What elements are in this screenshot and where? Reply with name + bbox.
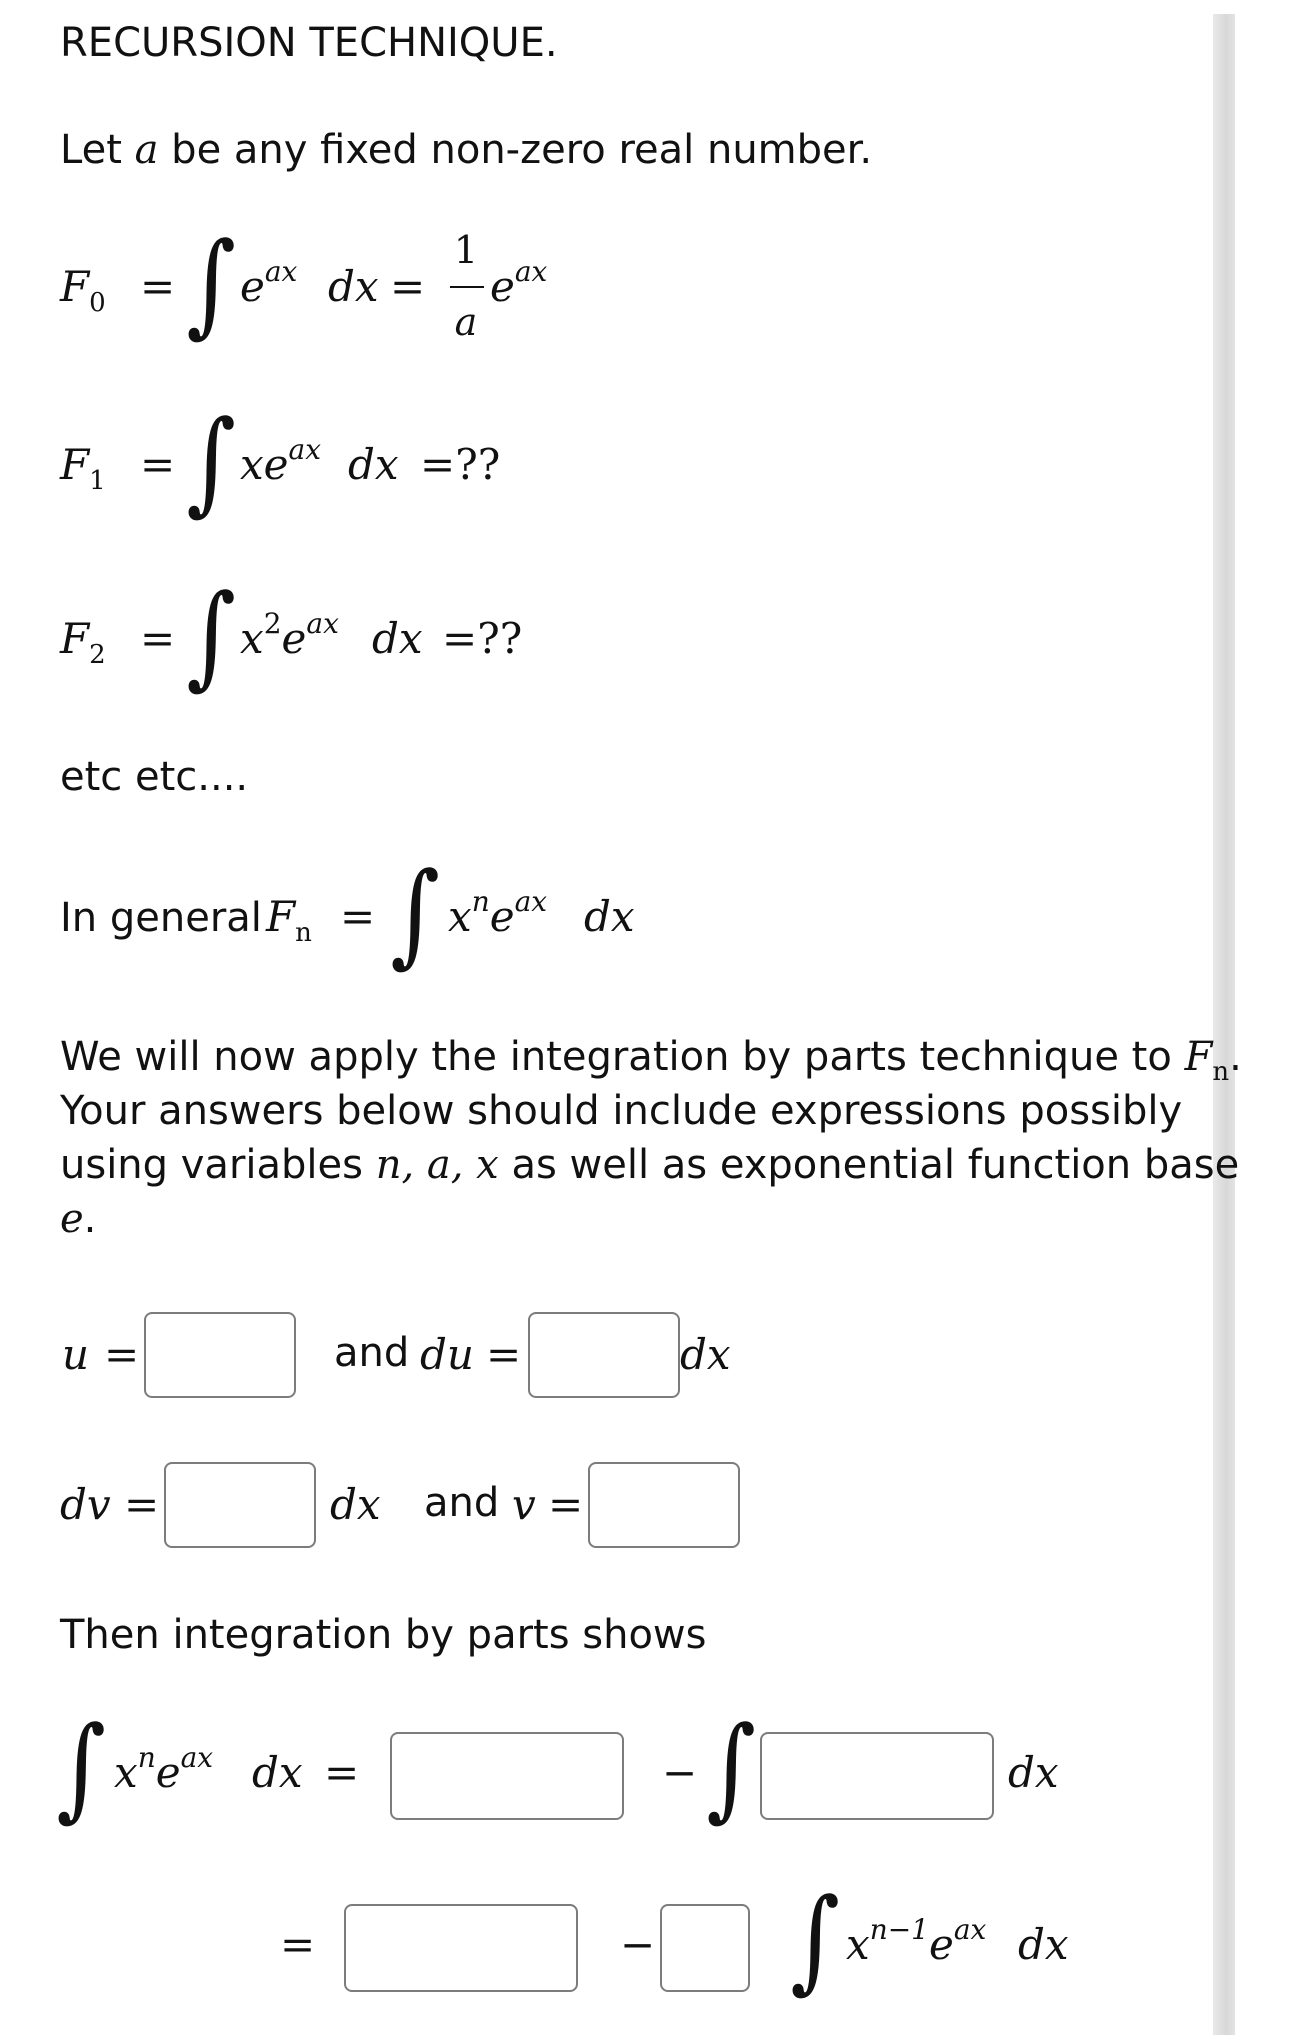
v-input[interactable] — [588, 1462, 740, 1548]
coefficient-input[interactable] — [660, 1904, 750, 1992]
page-title: RECURSION TECHNIQUE. — [60, 20, 558, 66]
integral-sign: ∫ — [186, 397, 236, 527]
u-input[interactable] — [144, 1312, 296, 1398]
etc-text: etc etc.... — [60, 754, 249, 800]
result-term-2-input[interactable] — [344, 1904, 578, 1992]
integral-sign: ∫ — [390, 849, 440, 979]
integral-sign: ∫ — [56, 1703, 106, 1833]
integral-sign: ∫ — [790, 1875, 840, 2005]
result-term-1-input[interactable] — [390, 1732, 624, 1820]
integral-sign: ∫ — [186, 219, 236, 349]
intro-text: Let a be any fixed non-zero real number. — [60, 127, 873, 173]
integral-sign: ∫ — [706, 1703, 756, 1833]
result-integrand-input[interactable] — [760, 1732, 994, 1820]
integral-sign: ∫ — [186, 571, 236, 701]
then-text: Then integration by parts shows — [60, 1612, 707, 1658]
dv-input[interactable] — [164, 1462, 316, 1548]
scrollbar[interactable] — [1213, 14, 1235, 2035]
du-input[interactable] — [528, 1312, 680, 1398]
